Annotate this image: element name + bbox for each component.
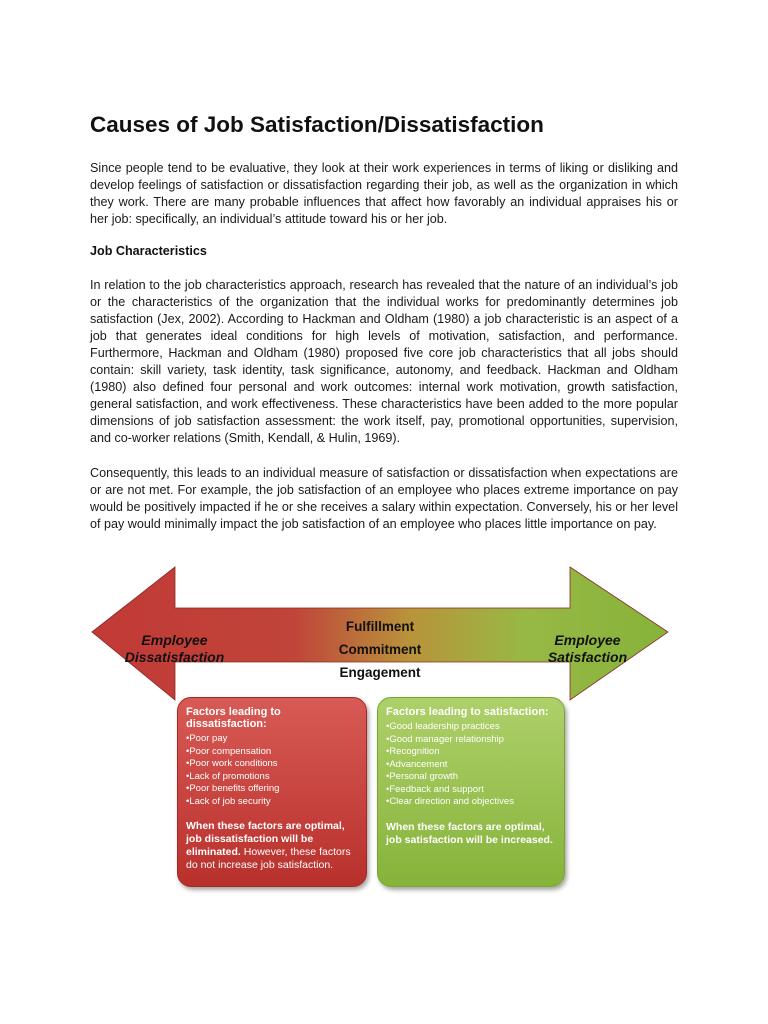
center-term-fulfillment: Fulfillment	[345, 619, 415, 634]
dissatisfaction-footer-bold: When these factors are optimal, job dissatisfaction will be eliminated.	[186, 820, 345, 858]
list-item: •Recognition	[386, 746, 440, 757]
center-term-commitment: Commitment	[338, 642, 422, 657]
page-title: Causes of Job Satisfaction/Dissatisfaction	[90, 112, 544, 137]
consequence-paragraph: Consequently, this leads to an individual measure of satisfaction or dissatisfaction when expectations are or are not met. For example, the job satisfaction of an employee who places extreme importance on pay would be positively impacted if he or she receives a salary within expectation. Conversely, his or her level of pay would minimally impact the job satisfaction of an employee who places little importance on pay.	[90, 466, 678, 531]
satisfaction-footer-bold: When these factors are optimal, job satisfaction will be increased.	[386, 820, 553, 846]
list-item: •Poor compensation	[186, 745, 272, 757]
satisfaction-diagram	[90, 562, 670, 892]
satisfaction-box-heading: Factors leading to satisfaction:	[386, 706, 549, 718]
right-label-line2: Satisfaction	[547, 649, 628, 665]
section-heading: Job Characteristics	[90, 244, 207, 258]
list-item: •Poor work conditions	[186, 758, 278, 769]
dissatisfaction-box-footer	[186, 820, 358, 872]
list-item: •Lack of promotions	[186, 770, 270, 782]
dissatisfaction-factors-box	[177, 697, 367, 887]
satisfaction-factor-list	[386, 721, 556, 809]
list-item: •Feedback and support	[386, 783, 484, 795]
list-item: •Lack of job security	[186, 795, 271, 807]
dissatisfaction-box-heading: Factors leading to dissatisfaction:	[186, 706, 281, 730]
list-item: •Poor benefits offering	[186, 783, 280, 794]
satisfaction-box-footer	[386, 821, 556, 847]
job-characteristics-paragraph: In relation to the job characteristics approach, research has revealed that the nature of an individual’s job or the characteristics of the organization that the individual works for predominantly determines job satisfaction (Jex, 2002). According to Hackman and Oldham (1980) a job characteristic is an aspect of a job that generates ideal conditions for high levels of motivation, satisfaction, and performance. Furthermore, Hackman and Oldham (1980) proposed five core job characteristics that all jobs should contain: skill variety, task identity, task significance, autonomy, and feedback. Hackman and Oldham (1980) also defined four personal and work outcomes: internal work motivation, growth satisfaction, general satisfaction, and work effectiveness. These characteristics have been added to the more popular dimensions of job satisfaction assessment: the work itself, pay, promotional opportunities, supervision, and co-worker relations (Smith, Kendall, & Hulin, 1969).	[90, 278, 678, 445]
satisfaction-factors-box	[377, 697, 565, 887]
center-term-engagement: Engagement	[339, 665, 421, 680]
list-item: •Poor pay	[186, 733, 228, 744]
list-item: •Clear direction and objectives	[386, 796, 514, 807]
left-label-line1: Employee	[141, 632, 208, 648]
dissatisfaction-factor-list	[186, 733, 358, 808]
right-label-line1: Employee	[554, 632, 621, 648]
list-item: •Good leadership practices	[386, 721, 500, 732]
dissatisfaction-footer-normal: However, these factors do not increase job satisfaction.	[186, 846, 351, 871]
intro-paragraph: Since people tend to be evaluative, they look at their work experiences in terms of liking or disliking and develop feelings of satisfaction or dissatisfaction regarding their job, as well as the organization in which they work. There are many probable influences that affect how favorably an individual appraises his or her job: specifically, an individual’s attitude toward his or her job.	[90, 161, 678, 226]
list-item: •Personal growth	[386, 771, 458, 782]
list-item: •Good manager relationship	[386, 733, 504, 745]
list-item: •Advancement	[386, 758, 448, 770]
left-label-line2: Dissatisfaction	[124, 649, 225, 665]
